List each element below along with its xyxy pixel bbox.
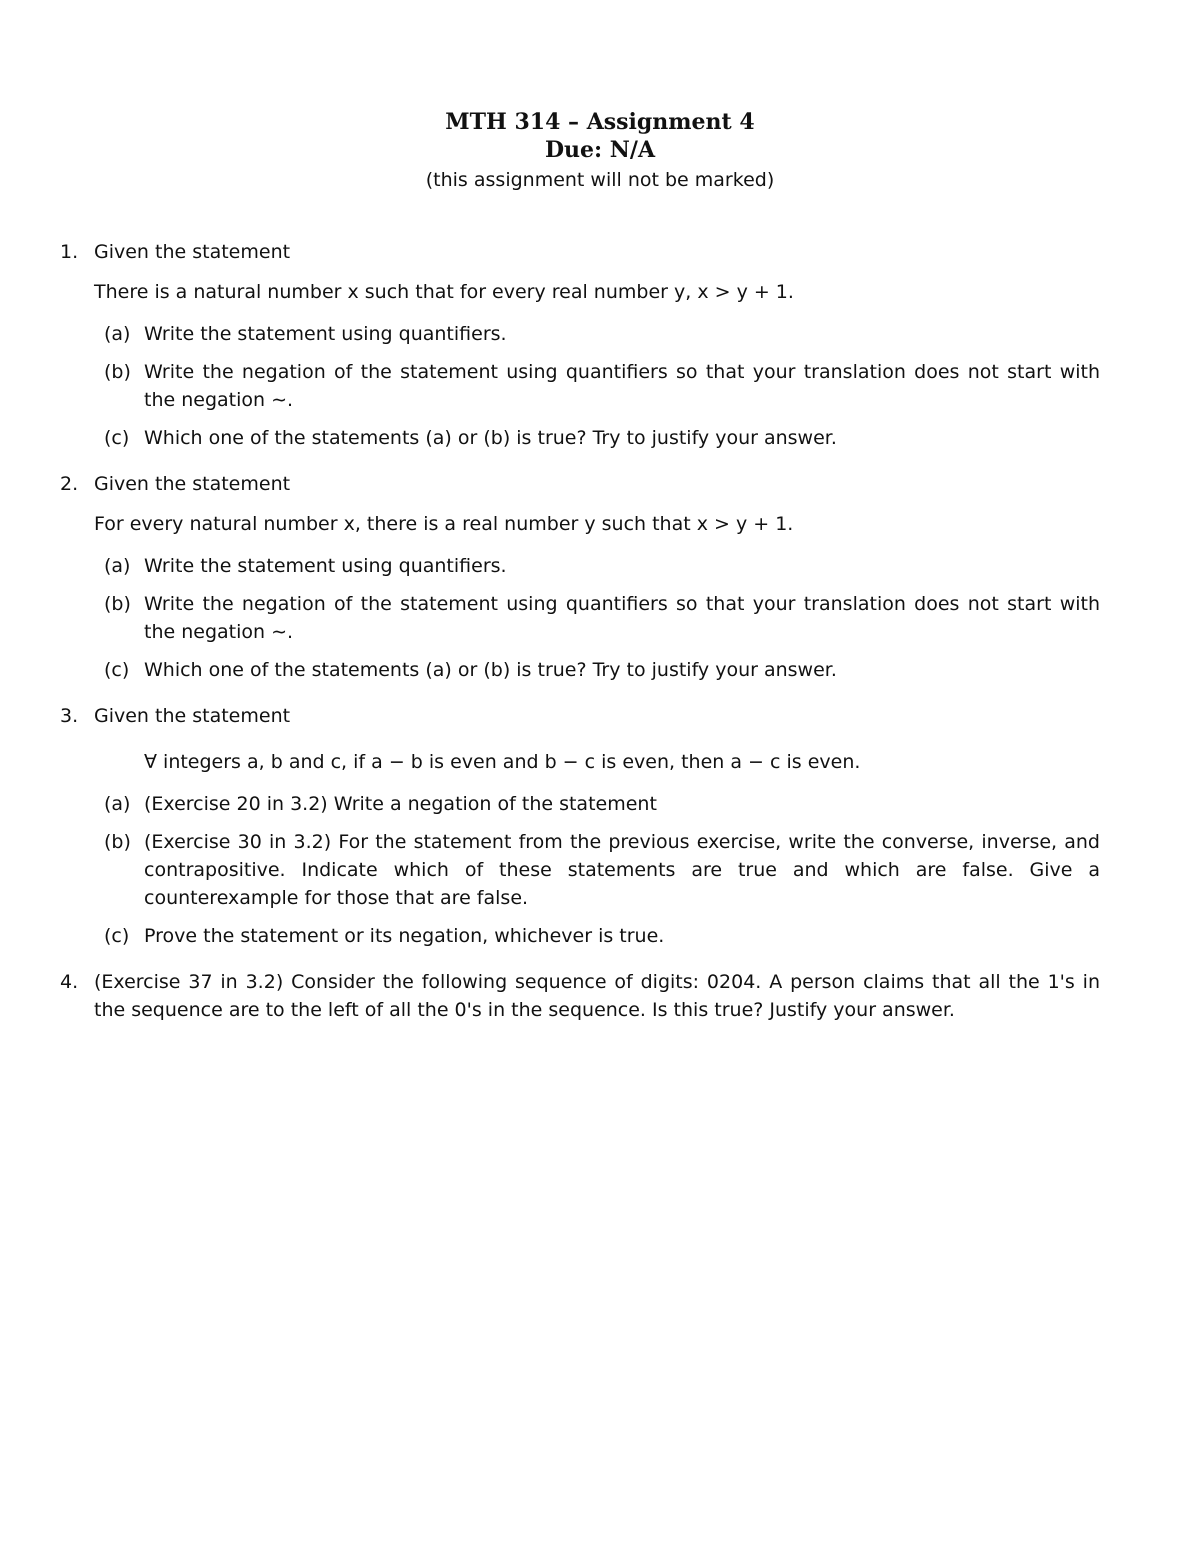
problem-statement: For every natural number x, there is a real number y such that x > y + 1.	[94, 513, 794, 535]
problem-number: 4.	[60, 971, 79, 993]
sub-question-text: (Exercise 30 in 3.2) For the statement from the previous exercise, write the converse, inverse, and contrapositive. Indicate which of these statements are true and which are false. Give a counterexample for those that are false.	[144, 831, 1100, 909]
sub-question	[94, 922, 1100, 950]
problem-1	[60, 238, 1100, 452]
document-header	[0, 108, 1200, 196]
sub-question-text: Which one of the statements (a) or (b) is true? Try to justify your answer.	[144, 427, 837, 449]
sub-question-text: Write the statement using quantifiers.	[144, 323, 507, 345]
problem-text: (Exercise 37 in 3.2) Consider the following sequence of digits: 0204. A person claims that all the 1's in the sequence are to the left of all the 0's in the sequence. Is this true? Justify your answer.	[94, 971, 1100, 1021]
problem-4	[60, 968, 1100, 1024]
sub-question-label: (c)	[104, 925, 130, 947]
sub-question-text: Prove the statement or its negation, whichever is true.	[144, 925, 665, 947]
sub-question-list	[94, 552, 1100, 684]
sub-question-text: (Exercise 20 in 3.2) Write a negation of the statement	[144, 793, 657, 815]
document-title: MTH 314 – Assignment 4	[445, 109, 755, 135]
sub-question-text: Write the statement using quantifiers.	[144, 555, 507, 577]
sub-question-label: (b)	[104, 361, 131, 383]
problem-number: 2.	[60, 473, 79, 495]
sub-question	[94, 590, 1100, 646]
problem-statement: There is a natural number x such that for every real number y, x > y + 1.	[94, 281, 794, 303]
problem-3	[60, 702, 1100, 950]
marking-note: (this assignment will not be marked)	[425, 169, 775, 191]
sub-question	[94, 790, 1100, 818]
problem-intro: Given the statement	[94, 241, 291, 263]
sub-question	[94, 424, 1100, 452]
sub-question-label: (a)	[104, 793, 131, 815]
sub-question	[94, 656, 1100, 684]
due-date: Due: N/A	[544, 137, 656, 163]
problem-2	[60, 470, 1100, 684]
sub-question-text: Write the negation of the statement using quantifiers so that your translation does not start with the negation ∼.	[144, 593, 1100, 643]
problem-intro: Given the statement	[94, 473, 291, 495]
problem-intro: Given the statement	[94, 705, 291, 727]
sub-question-text: Which one of the statements (a) or (b) is true? Try to justify your answer.	[144, 659, 837, 681]
problem-number: 3.	[60, 705, 79, 727]
sub-question-label: (b)	[104, 593, 131, 615]
sub-question-label: (c)	[104, 659, 130, 681]
problem-list	[60, 238, 1100, 1042]
sub-question-label: (c)	[104, 427, 130, 449]
sub-question-list	[94, 790, 1100, 950]
problem-number: 1.	[60, 241, 79, 263]
sub-question-label: (a)	[104, 555, 131, 577]
sub-question	[94, 320, 1100, 348]
sub-question-text: Write the negation of the statement using quantifiers so that your translation does not start with the negation ∼.	[144, 361, 1100, 411]
sub-question-label: (b)	[104, 831, 131, 853]
sub-question	[94, 552, 1100, 580]
sub-question-label: (a)	[104, 323, 131, 345]
sub-question	[94, 358, 1100, 414]
sub-question	[94, 828, 1100, 912]
problem-statement: ∀ integers a, b and c, if a − b is even and b − c is even, then a − c is even.	[144, 751, 861, 773]
sub-question-list	[94, 320, 1100, 452]
